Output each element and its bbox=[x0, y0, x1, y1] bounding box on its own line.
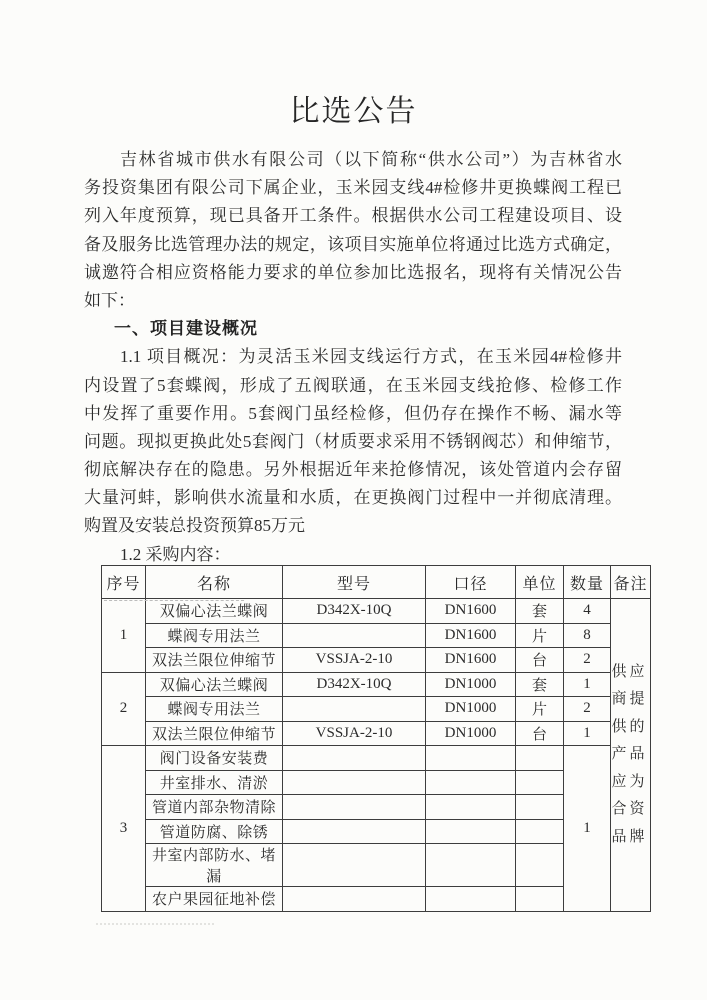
name-cell: 井室内部防水、堵漏 bbox=[146, 844, 283, 887]
unit-cell bbox=[516, 795, 564, 820]
unit-cell: 片 bbox=[516, 623, 564, 648]
table-header-row bbox=[102, 566, 651, 599]
qty-cell: 1 bbox=[564, 746, 611, 912]
col-header-remark: 备注 bbox=[611, 566, 651, 599]
document-body bbox=[84, 146, 622, 569]
diameter-cell: DN1600 bbox=[426, 648, 516, 673]
name-cell: 管道防腐、除锈 bbox=[146, 819, 283, 844]
name-cell: 管道内部杂物清除 bbox=[146, 795, 283, 820]
name-cell: 双法兰限位伸缩节 bbox=[146, 648, 283, 673]
unit-cell bbox=[516, 819, 564, 844]
remark-cell bbox=[611, 599, 651, 912]
intro-line: 列入年度预算，现已具备开工条件。根据供水公司工程建设项目、设 bbox=[84, 206, 622, 226]
scan-artifact-smudge bbox=[96, 923, 214, 925]
model-cell: D342X-10Q bbox=[283, 599, 426, 624]
qty-cell: 2 bbox=[564, 697, 611, 722]
name-cell: 井室排水、清淤 bbox=[146, 770, 283, 795]
name-cell: 阀门设备安装费 bbox=[146, 746, 283, 771]
section-line: 中发挥了重要作用。5套阀门虽经检修，但仍存在操作不畅、漏水等 bbox=[84, 403, 622, 423]
diameter-cell bbox=[426, 887, 516, 912]
diameter-cell: DN1000 bbox=[426, 721, 516, 746]
unit-cell: 片 bbox=[516, 697, 564, 722]
diameter-cell bbox=[426, 746, 516, 771]
diameter-cell bbox=[426, 844, 516, 887]
model-cell bbox=[283, 887, 426, 912]
table-row bbox=[102, 746, 651, 771]
remark-text: 供应商提供的产品应为合资品牌 bbox=[611, 663, 648, 845]
table-row bbox=[102, 672, 651, 697]
unit-cell: 台 bbox=[516, 721, 564, 746]
qty-cell: 8 bbox=[564, 623, 611, 648]
name-cell: 双偏心法兰蝶阀 bbox=[146, 672, 283, 697]
col-header-model: 型号 bbox=[283, 566, 426, 599]
intro-line: 诚邀符合相应资格能力要求的单位参加比选报名，现将有关情况公告 bbox=[84, 262, 622, 282]
unit-cell bbox=[516, 887, 564, 912]
seq-cell: 1 bbox=[102, 599, 146, 673]
section-line: 内设置了5套蝶阀，形成了五阀联通，在玉米园支线抢修、检修工作 bbox=[84, 375, 622, 395]
model-cell bbox=[283, 623, 426, 648]
seq-cell: 3 bbox=[102, 746, 146, 912]
unit-cell bbox=[516, 770, 564, 795]
table-row bbox=[102, 648, 651, 673]
procurement-table bbox=[101, 565, 651, 912]
diameter-cell bbox=[426, 795, 516, 820]
section-line: 彻底解决存在的隐患。另外根据近年来抢修情况，该处管道内会存留 bbox=[84, 460, 622, 480]
name-cell: 双法兰限位伸缩节 bbox=[146, 721, 283, 746]
model-cell bbox=[283, 795, 426, 820]
qty-cell: 2 bbox=[564, 648, 611, 673]
unit-cell: 套 bbox=[516, 599, 564, 624]
col-header-unit: 单位 bbox=[516, 566, 564, 599]
intro-line: 吉林省城市供水有限公司（以下简称“供水公司”）为吉林省水 bbox=[120, 150, 622, 169]
unit-cell: 台 bbox=[516, 648, 564, 673]
col-header-qty: 数量 bbox=[564, 566, 611, 599]
seq-cell: 2 bbox=[102, 672, 146, 746]
section-heading: 一、项目建设概况 bbox=[114, 319, 258, 339]
model-cell bbox=[283, 844, 426, 887]
name-cell: 蝶阀专用法兰 bbox=[146, 623, 283, 648]
diameter-cell: DN1600 bbox=[426, 599, 516, 624]
diameter-cell: DN1000 bbox=[426, 672, 516, 697]
qty-cell: 1 bbox=[564, 672, 611, 697]
table-row bbox=[102, 623, 651, 648]
intro-line: 如下： bbox=[84, 290, 135, 310]
model-cell bbox=[283, 746, 426, 771]
table-row bbox=[102, 697, 651, 722]
table-row bbox=[102, 721, 651, 746]
col-header-name: 名称 bbox=[146, 566, 283, 599]
unit-cell: 套 bbox=[516, 672, 564, 697]
col-header-seq: 序号 bbox=[102, 566, 146, 599]
diameter-cell: DN1000 bbox=[426, 697, 516, 722]
model-cell: D342X-10Q bbox=[283, 672, 426, 697]
diameter-cell bbox=[426, 770, 516, 795]
name-cell: 双偏心法兰蝶阀 bbox=[146, 599, 283, 624]
model-cell bbox=[283, 819, 426, 844]
name-cell: 农户果园征地补偿 bbox=[146, 887, 283, 912]
name-cell: 蝶阀专用法兰 bbox=[146, 697, 283, 722]
qty-cell: 1 bbox=[564, 721, 611, 746]
section-line: 1.1 项目概况：为灵活玉米园支线运行方式，在玉米园4#检修井 bbox=[120, 347, 622, 367]
table-row bbox=[102, 599, 651, 624]
col-header-diameter: 口径 bbox=[426, 566, 516, 599]
qty-cell: 4 bbox=[564, 599, 611, 624]
model-cell bbox=[283, 770, 426, 795]
page-title: 比选公告 bbox=[289, 95, 418, 128]
model-cell: VSSJA-2-10 bbox=[283, 721, 426, 746]
diameter-cell bbox=[426, 819, 516, 844]
model-cell bbox=[283, 697, 426, 722]
scan-artifact-dashes bbox=[104, 600, 244, 601]
section-line: 大量河蚌，影响供水流量和水质，在更换阀门过程中一并彻底清理。 bbox=[84, 488, 622, 508]
model-cell: VSSJA-2-10 bbox=[283, 648, 426, 673]
unit-cell bbox=[516, 844, 564, 887]
intro-line: 务投资集团有限公司下属企业，玉米园支线4#检修井更换蝶阀工程已 bbox=[84, 178, 622, 198]
unit-cell bbox=[516, 746, 564, 771]
section-line: 购置及安装总投资预算85万元 bbox=[84, 516, 305, 536]
intro-line: 备及服务比选管理办法的规定，该项目实施单位将通过比选方式确定， bbox=[84, 234, 622, 254]
diameter-cell: DN1600 bbox=[426, 623, 516, 648]
section-line: 问题。现拟更换此处5套阀门（材质要求采用不锈钢阀芯）和伸缩节， bbox=[84, 431, 622, 451]
procurement-content-label: 1.2 采购内容： bbox=[120, 544, 231, 564]
